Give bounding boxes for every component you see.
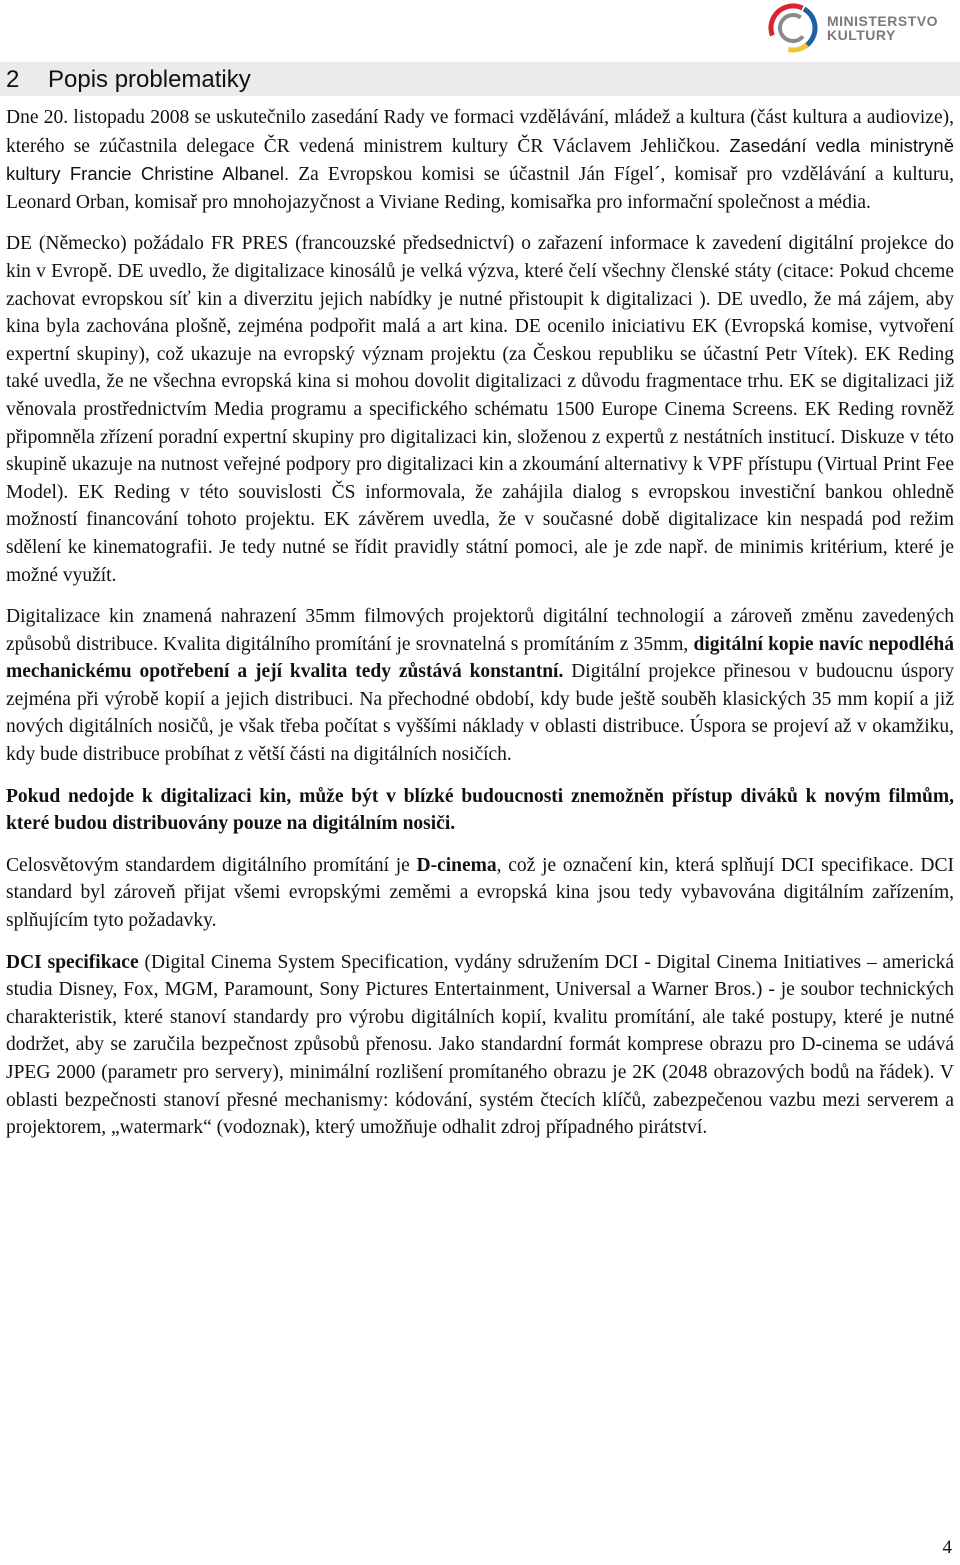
paragraph-5-bold: D-cinema [416, 854, 497, 876]
paragraph-6 [6, 949, 954, 1142]
document-body [6, 104, 954, 1156]
paragraph-5-a: Celosvětovým standardem digitálního promítání je [6, 854, 410, 876]
section-title: Popis problematiky [48, 66, 251, 93]
ministry-logo [767, 2, 938, 54]
paragraph-1 [6, 104, 954, 216]
paragraph-3-b: Digitální projekce přinesou v budoucnu úspory zejména při výrobě kopií a jejich distribuci. Na přechodné období, kdy bude ještě souběh klasických 35 mm kopií a již nových digitálních nosičů, je však třeba počítat s vyššími náklady v oblasti distribuce. Úspora se projeví až v okamžiku, kdy bude distribuce probíhat z větší části na digitálních nosičích. [6, 661, 954, 766]
paragraph-3 [6, 603, 954, 769]
ministry-logo-icon [767, 2, 819, 54]
paragraph-4-bold: Pokud nedojde k digitalizaci kin, může být v blízké budoucnosti znemožněn přístup diváků k novým filmům, které budou distribuovány pouze na digitálním nosiči. [6, 785, 954, 835]
paragraph-6-a: (Digital Cinema System Specification, vydány sdružením DCI - Digital Cinema Initiatives – americká studia Disney, Fox, MGM, Paramount, Sony Pictures Entertainment, Universal a Warner Bros.) - je soubor technických charakteristik, které stanoví standardy pro výrobu digitálních kopií, kvalitu promítání, ale také postupy, které je nutné dodržet, aby se zaručila bezpečnost způsobů přenosu. Jako standardní formát komprese obrazu pro D-cinema se udává JPEG 2000 (parametr pro servery), minimální rozlišení promítaného obrazu je 2K (2048 obrazových bodů na řádek). V oblasti bezpečnosti stanoví přesné mechanismy: kódování, systém čtecích klíčů, zabezpečenou vazbu mezi serverem a projektorem, „watermark“ (vodoznak), který umožňuje odhalit zdroj případného pirátství. [6, 951, 955, 1139]
section-heading [6, 62, 251, 96]
paragraph-5 [6, 852, 954, 935]
paragraph-4 [6, 783, 954, 838]
page-number: 4 [942, 1537, 952, 1558]
paragraph-6-bold: DCI specifikace [6, 951, 139, 973]
paragraph-1-a: Dne 20. listopadu 2008 se uskutečnilo zasedání Rady ve formaci vzdělávání, mládež a kultura (část kultura a audiovize), kterého se zúčastnila delegace ČR vedená ministrem kultury ČR Václavem Jehličkou. [6, 107, 954, 157]
logo-line-1: MINISTERSTVO [826, 13, 938, 29]
paragraph-2: DE (Německo) požádalo FR PRES (francouzské předsednictví) o zařazení informace k zavedení digitální projekce do kin v Evropě. DE uvedlo, že digitalizace kinosálů je velká výzva, které čelí všechny členské státy (citace: Pokud chceme zachovat evropskou síť kin a diverzitu jejich nabídky je nutné přistoupit k digitalizaci ). DE uvedlo, že má zájem, aby kina byla zachována plošně, zejména podpořit malá a art kina. DE ocenilo iniciativu EK (Evropská komise, vytvoření expertní skupiny), což ukazuje na evropský význam projektu (za Českou republiku se účastní Petr Vítek). EK Reding také uvedla, že ne všechna evropská kina si mohou dovolit digitalizaci z důvodu fragmentace trhu. EK se digitalizaci již věnovala prostřednictvím Media programu a specifického schématu 1500 Europe Cinema Screens. EK Reding rovněž připomněla zřízení poradní expertní skupiny pro digitalizaci kin, složenou z expertů z nestátních institucí. Diskuze v této skupině ukazuje na nutnost veřejné podpory pro digitalizaci kin a zkoumání alternativy k VPF přístupu (Virtual Print Fee Model). EK Reding v této souvislosti ČS informovala, že zahájila dialog s evropskou investiční bankou ohledně možností financování tohoto projektu. EK závěrem uvedla, že v současné době digitalizace kin nespadá pod režim sdělení ke kinematografii. Je tedy nutné se řídit pravidly státní pomoci, ale je zde např. de minimis kritérium, které je možné využít. [6, 233, 954, 586]
paragraph-1-b: Zasedání vedla ministryně kultury Francie Christine Albanel. [6, 134, 954, 185]
logo-line-2: KULTURY [826, 27, 896, 43]
paragraph-3-a: Digitalizace kin znamená nahrazení 35mm filmových projektorů digitální technologií a zároveň změnu zavedených způsobů distribuce. Kvalita digitálního promítání je srovnatelná s promítáním z 35mm, [6, 606, 954, 655]
paragraph-3-bold: digitální kopie navíc nepodléhá mechanickému opotřebení a její kvalita tedy zůstává konstantní. [6, 633, 954, 683]
paragraph-1-c: Za Evropskou komisi se účastnil Ján Fígel´, komisař pro vzdělávání a kulturu, Leonard Orban, komisař pro mnohojazyčnost a Viviane Reding, komisařka pro informační společnost a média. [6, 164, 954, 213]
paragraph-5-b: , což je označení kin, která splňují DCI specifikace. DCI standard byl zároveň přijat všemi evropskými zeměmi a evropská kina jsou tedy vybavována digitálním zařízením, splňujícím tyto požadavky. [6, 854, 954, 932]
ministry-logo-text [827, 14, 938, 42]
section-number: 2 [6, 66, 20, 93]
